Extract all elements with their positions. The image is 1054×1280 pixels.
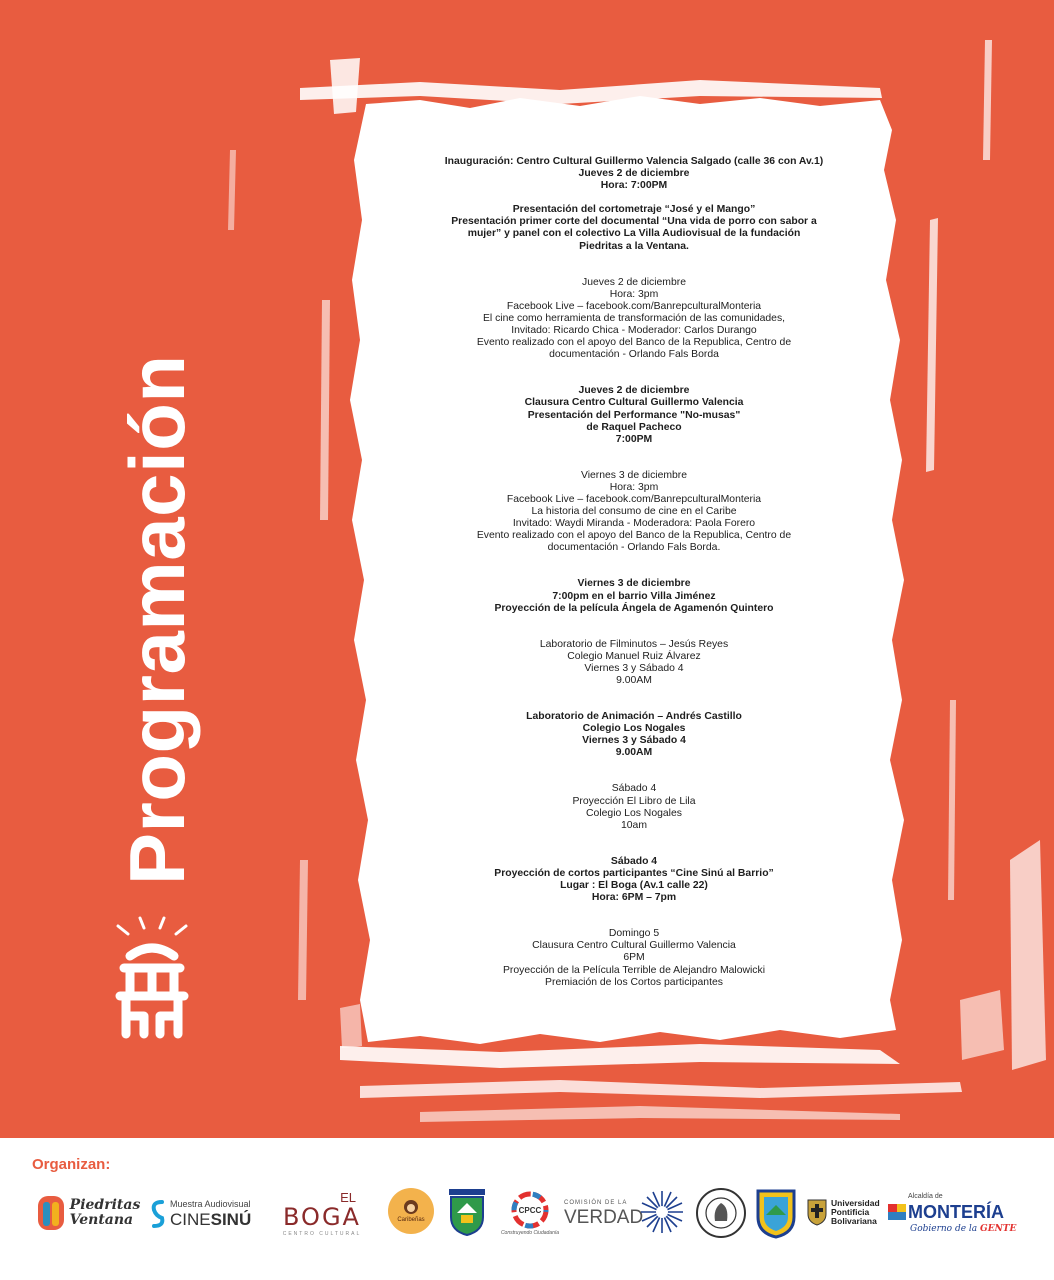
comision-verdad-logo [564, 1194, 644, 1234]
organizers-label: Organizan: [32, 1156, 111, 1173]
event-line: Hora: 7:00PM [600, 180, 668, 192]
event-line: El cine como herramienta de transformación de las comunidades, [482, 312, 786, 324]
upb-logo [806, 1188, 882, 1236]
chair-icon [104, 910, 200, 1040]
event-line: Viernes 3 y Sábado 4 [584, 662, 684, 674]
caribenas-logo [388, 1188, 434, 1234]
event-line: 7:00PM [615, 433, 653, 445]
side-title: Programación [113, 354, 201, 885]
event-line: Proyección de la película Ángela de Agamenón Quintero [494, 602, 774, 614]
event-line: Presentación del cortometraje “José y el Mango” [512, 204, 756, 216]
event-line: Inauguración: Centro Cultural Guillermo Valencia Salgado (calle 36 con Av.1) [444, 156, 824, 167]
piedritas-text: Piedritas [69, 1197, 141, 1213]
cinesinu-small-text: Muestra Audiovisual [170, 1199, 251, 1209]
event-facebook-live-viernes [412, 470, 856, 555]
event-line: Jueves 2 de diciembre [578, 168, 690, 180]
comision-text: COMISIÓN DE LA [564, 1200, 628, 1206]
event-filminutos [412, 639, 856, 687]
event-line: Colegio Los Nogales [586, 807, 682, 819]
event-line: Colegio Manuel Ruiz Álvarez [567, 650, 701, 662]
institution-crest-logo [444, 1186, 490, 1238]
event-line: Invitado: Waydi Miranda - Moderadora: Paola Forero [512, 518, 756, 530]
face-icon [401, 1198, 421, 1216]
event-clausura-jueves [412, 385, 856, 445]
banrep-logo [694, 1186, 748, 1240]
event-line: Viernes 3 de diciembre [577, 578, 691, 590]
event-line: Presentación del Performance "No-musas" [527, 409, 741, 421]
alcaldia-text: Alcaldía de [908, 1192, 943, 1200]
sunburst-icon [639, 1189, 685, 1235]
centro-cultural-text: CENTRO CULTURAL [282, 1230, 362, 1237]
organizers-footer [0, 1138, 1054, 1280]
event-line: Sábado 4 [610, 855, 658, 867]
event-line: Viernes 3 y Sábado 4 [582, 735, 686, 747]
event-line: 6PM [623, 952, 645, 964]
event-line: Piedritas a la Ventana. [579, 240, 689, 252]
event-clausura-domingo [412, 928, 856, 988]
ventana-text: Ventana [69, 1212, 134, 1228]
window-icon [36, 1192, 66, 1234]
event-cine-sinu-al-barrio [412, 856, 856, 904]
cpcc-logo [500, 1186, 560, 1240]
event-line: Premiación de los Cortos participantes [545, 976, 723, 988]
upb-text-3: Bolivariana [831, 1215, 877, 1226]
event-line: Jueves 2 de diciembre [582, 276, 686, 288]
event-line: Lugar : El Boga (Av.1 calle 22) [560, 880, 708, 892]
event-line: 9.00AM [615, 747, 653, 759]
event-line: Proyección de la Película Terrible de Alejandro Malowicki [502, 964, 766, 976]
crest-icon [754, 1187, 798, 1239]
event-line: Viernes 3 de diciembre [580, 469, 688, 481]
event-libro-de-lila [412, 783, 856, 831]
event-line: Presentación primer corte del documental “Una vida de porro con sabor a [451, 216, 817, 228]
upb-shield-icon [806, 1198, 828, 1226]
event-line: Evento realizado con el apoyo del Banco de la Republica, Centro de [476, 337, 792, 349]
monteria-text: MONTERÍA [908, 1201, 1004, 1222]
event-line: Proyección El Libro de Lila [572, 795, 696, 807]
sinu-text: SINÚ [210, 1210, 252, 1229]
shield-icon [445, 1187, 489, 1237]
piedritas-logo [32, 1190, 144, 1236]
banrep-text [721, 1213, 722, 1214]
elboga-logo [266, 1188, 378, 1240]
event-line: Hora: 3pm [609, 288, 659, 300]
event-line: Laboratorio de Filminutos – Jesús Reyes [539, 638, 729, 650]
event-line: Evento realizado con el apoyo del Banco de la Republica, Centro de [476, 530, 792, 542]
event-line: Colegio Los Nogales [582, 723, 686, 735]
el-text: EL [340, 1189, 356, 1205]
event-line: 9.00AM [616, 675, 652, 686]
event-line: 7:00pm en el barrio Villa Jiménez [552, 590, 716, 602]
event-cortometraje [412, 204, 856, 252]
event-line: Laboratorio de Animación – Andrés Castillo [526, 711, 742, 723]
event-line: documentación - Orlando Fals Borda [549, 349, 719, 361]
event-line: Domingo 5 [608, 928, 660, 940]
event-line: Facebook Live – facebook.com/BanrepculturalMonteria [506, 493, 762, 505]
event-line: documentación - Orlando Fals Borda. [547, 542, 721, 554]
event-line: Jueves 2 de diciembre [578, 385, 690, 397]
municipal-crest-logo [752, 1186, 800, 1240]
upb-text-2: Pontificia [831, 1206, 870, 1217]
upb-text-1: Universidad [831, 1197, 880, 1208]
event-inauguration [412, 156, 856, 192]
gente-text: GENTE [980, 1223, 1017, 1234]
event-line: Invitado: Ricardo Chica - Moderador: Carlos Durango [511, 325, 757, 337]
event-line: Hora: 3pm [609, 481, 659, 493]
boga-text: BOGA [283, 1202, 361, 1231]
event-line: de Raquel Pacheco [586, 421, 682, 433]
monteria-logo [888, 1186, 1020, 1240]
event-facebook-live-jueves [412, 277, 856, 362]
cpcc-emblem-icon [508, 1190, 552, 1230]
monteria-flag-icon [888, 1202, 906, 1222]
event-line: Hora: 6PM – 7pm [591, 892, 677, 904]
slogan-text: Gobierno de la [910, 1223, 978, 1234]
event-line: Sábado 4 [611, 783, 657, 795]
program-schedule [412, 156, 856, 989]
cpcc-sub-text: Construyendo Ciudadanía [500, 1229, 560, 1236]
event-line: 10am [621, 819, 647, 831]
event-animacion [412, 711, 856, 759]
event-line: Clausura Centro Cultural Guillermo Valencia [524, 397, 744, 409]
cpcc-text: CPCC [518, 1205, 542, 1215]
event-line: Proyección de cortos participantes “Cine Sinú al Barrio” [494, 867, 774, 879]
verdad-text: VERDAD [564, 1207, 644, 1228]
event-line: Clausura Centro Cultural Guillermo Valencia [532, 940, 736, 952]
event-line: Facebook Live – facebook.com/BanrepculturalMonteria [506, 300, 762, 312]
caribenas-text: Caribeñas [397, 1217, 425, 1223]
sunburst-logo [638, 1188, 686, 1236]
event-villa-jimenez [412, 578, 856, 614]
cinesinu-s-icon [150, 1198, 166, 1230]
event-line: mujer” y panel con el colectivo La Villa Audiovisual de la fundación [467, 228, 801, 240]
cine-text: CINE [170, 1210, 211, 1229]
cinesinu-logo [150, 1194, 258, 1234]
event-line: La historia del consumo de cine en el Caribe [531, 506, 737, 518]
